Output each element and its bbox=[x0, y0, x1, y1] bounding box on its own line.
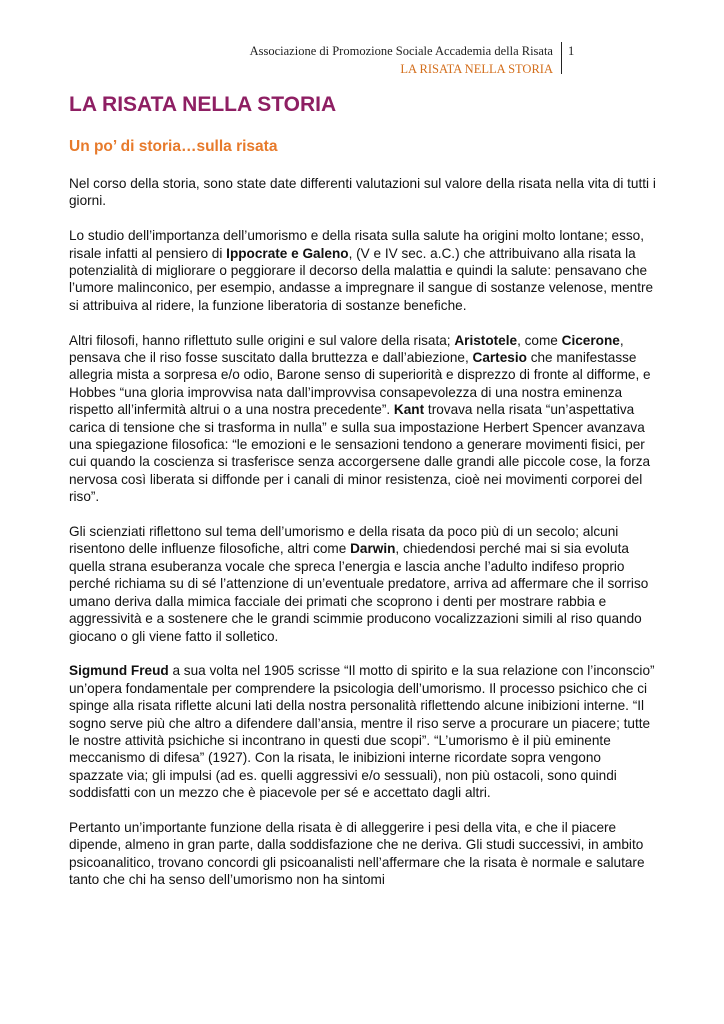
text-run: Lo studio dell’importanza dell’umorismo e della risata sulla salute ha origini molto lontane; esso, risale infatti al pensiero di bbox=[69, 228, 645, 261]
paragraph-1: Nel corso della storia, sono state date differenti valutazioni sul valore della risata nella vita di tutti i giorni. bbox=[69, 176, 656, 209]
bold-name-cartesio: Cartesio bbox=[472, 350, 527, 366]
section-title: Un po’ di storia…sulla risata bbox=[69, 138, 278, 155]
paragraph-2 bbox=[69, 227, 659, 314]
text-run: , pensava che il riso fosse suscitato dalla bruttezza e dall’abiezione, bbox=[69, 332, 624, 366]
text-run: Gli scienziati riflettono sul tema dell’umorismo e della risata da poco più di un secolo; alcuni risentono delle influenze filosofiche, altri come bbox=[69, 524, 619, 557]
text-run: , come bbox=[517, 332, 562, 348]
text-run: trovava nella risata “un’aspettativa carica di tensione che si trasforma in nulla” e sulla sua impostazione Herbert Spencer avanzava una spiegazione filosofica: “le emozioni e le sensazioni tendono a generare movimenti fisici, per cui quando la coscienza si trasferisce senza accorgersene dalle grandi alle piccole cose, la forza nervosa così liberata si diffonde per i canali di minor resistenza, cioè nei movimenti corporei del riso”. bbox=[69, 402, 651, 505]
paragraph-6: Pertanto un’importante funzione della risata è di alleggerire i pesi della vita, e che il piacere dipende, almeno in gran parte, dalla soddisfazione che ne deriva. Gli studi successivi, in ambito psicoanalitico, trovano concordi gli psicoanalisti nell’affermare che la risata è normale e salutare tanto che chi ha senso dell’umorismo non ha sintomi bbox=[69, 819, 645, 888]
paragraph-3 bbox=[69, 332, 659, 506]
text-run: , (V e IV sec. a.C.) che attribuivano alla risata la potenzialità di migliorare o peggiorare il decorso della malattia e quindi la salute: pensavano che l’umore malinconico, per esempio, andasse a impregnare il sangue di sostanze velenose, mentre si attribuiva al ridere, la funzione liberatoria di sostanze benefiche. bbox=[69, 245, 654, 313]
running-header bbox=[133, 42, 553, 78]
paragraph-4 bbox=[69, 523, 659, 645]
bold-name-cicerone: Cicerone bbox=[561, 332, 620, 348]
text-run: a sua volta nel 1905 scrisse “Il motto di spirito e la sua relazione con l’inconscio” un’opera fondamentale per comprendere la psicologia dell’umorismo. Il processo psichico che ci spinge alla risata riflette alcuni lati della nostra personalità riflettendo alcune inibizioni interne. “Il sogno serve più che altro a difendere dall’ansia, mentre il riso serve a procurare un piacere; tutte le nostre attività psichiche si incontrano in questi due scopi”. “L’umorismo è il più eminente meccanismo di difesa” (1927). Con la risata, le inibizioni interne ricordate sopra vengono spazzate via; gli impulsi (ad es. quelli aggressivi e/o sessuali), non più ostacoli, sono quindi soddisfatti con un mezzo che è piacevole per sé e accettato dagli altri. bbox=[69, 663, 655, 801]
bold-name-ippocrate-galeno: Ippocrate e Galeno bbox=[226, 245, 349, 261]
bold-name-aristotele: Aristotele bbox=[454, 332, 518, 348]
header-organization: Associazione di Promozione Sociale Accademia della Risata bbox=[249, 44, 553, 58]
bold-name-darwin: Darwin bbox=[350, 541, 396, 557]
text-run: Altri filosofi, hanno riflettuto sulle origini e sul valore della risata; bbox=[69, 332, 455, 348]
bold-name-kant: Kant bbox=[393, 402, 425, 418]
bold-name-freud: Sigmund Freud bbox=[69, 663, 169, 679]
text-run: che manifestasse allegria mista a sorpresa e/o odio, Barone senso di superiorità e disprezzo di fronte al difforme, e Hobbes “una gloria improvvisa nata dall’improvvisa consapevolezza di una nostra eminenza rispetto all’infermità altrui o a una nostra precedente”. bbox=[69, 350, 651, 418]
paragraph-5 bbox=[69, 662, 659, 801]
page-number: 1 bbox=[568, 44, 575, 58]
body-text bbox=[69, 175, 659, 906]
document-title: LA RISATA NELLA STORIA bbox=[69, 93, 337, 116]
header-subtitle: LA RISATA NELLA STORIA bbox=[400, 62, 553, 76]
header-divider bbox=[561, 42, 562, 74]
text-run: , chiedendosi perché mai si sia evoluta quella strana esuberanza vocale che spreca l’energia e lascia anche l’adulto indifeso proprio perché richiama su di sé l’attenzione di un’eventuale predatore, arriva ad affermare che il sorriso umano deriva dalla mimica facciale dei primati che scoprono i denti per mostrare rabbia e aggressività e a sostenere che le grandi scimmie producono vocalizzazioni simili al riso quando giocano o gli viene fatto il solletico. bbox=[69, 541, 649, 644]
